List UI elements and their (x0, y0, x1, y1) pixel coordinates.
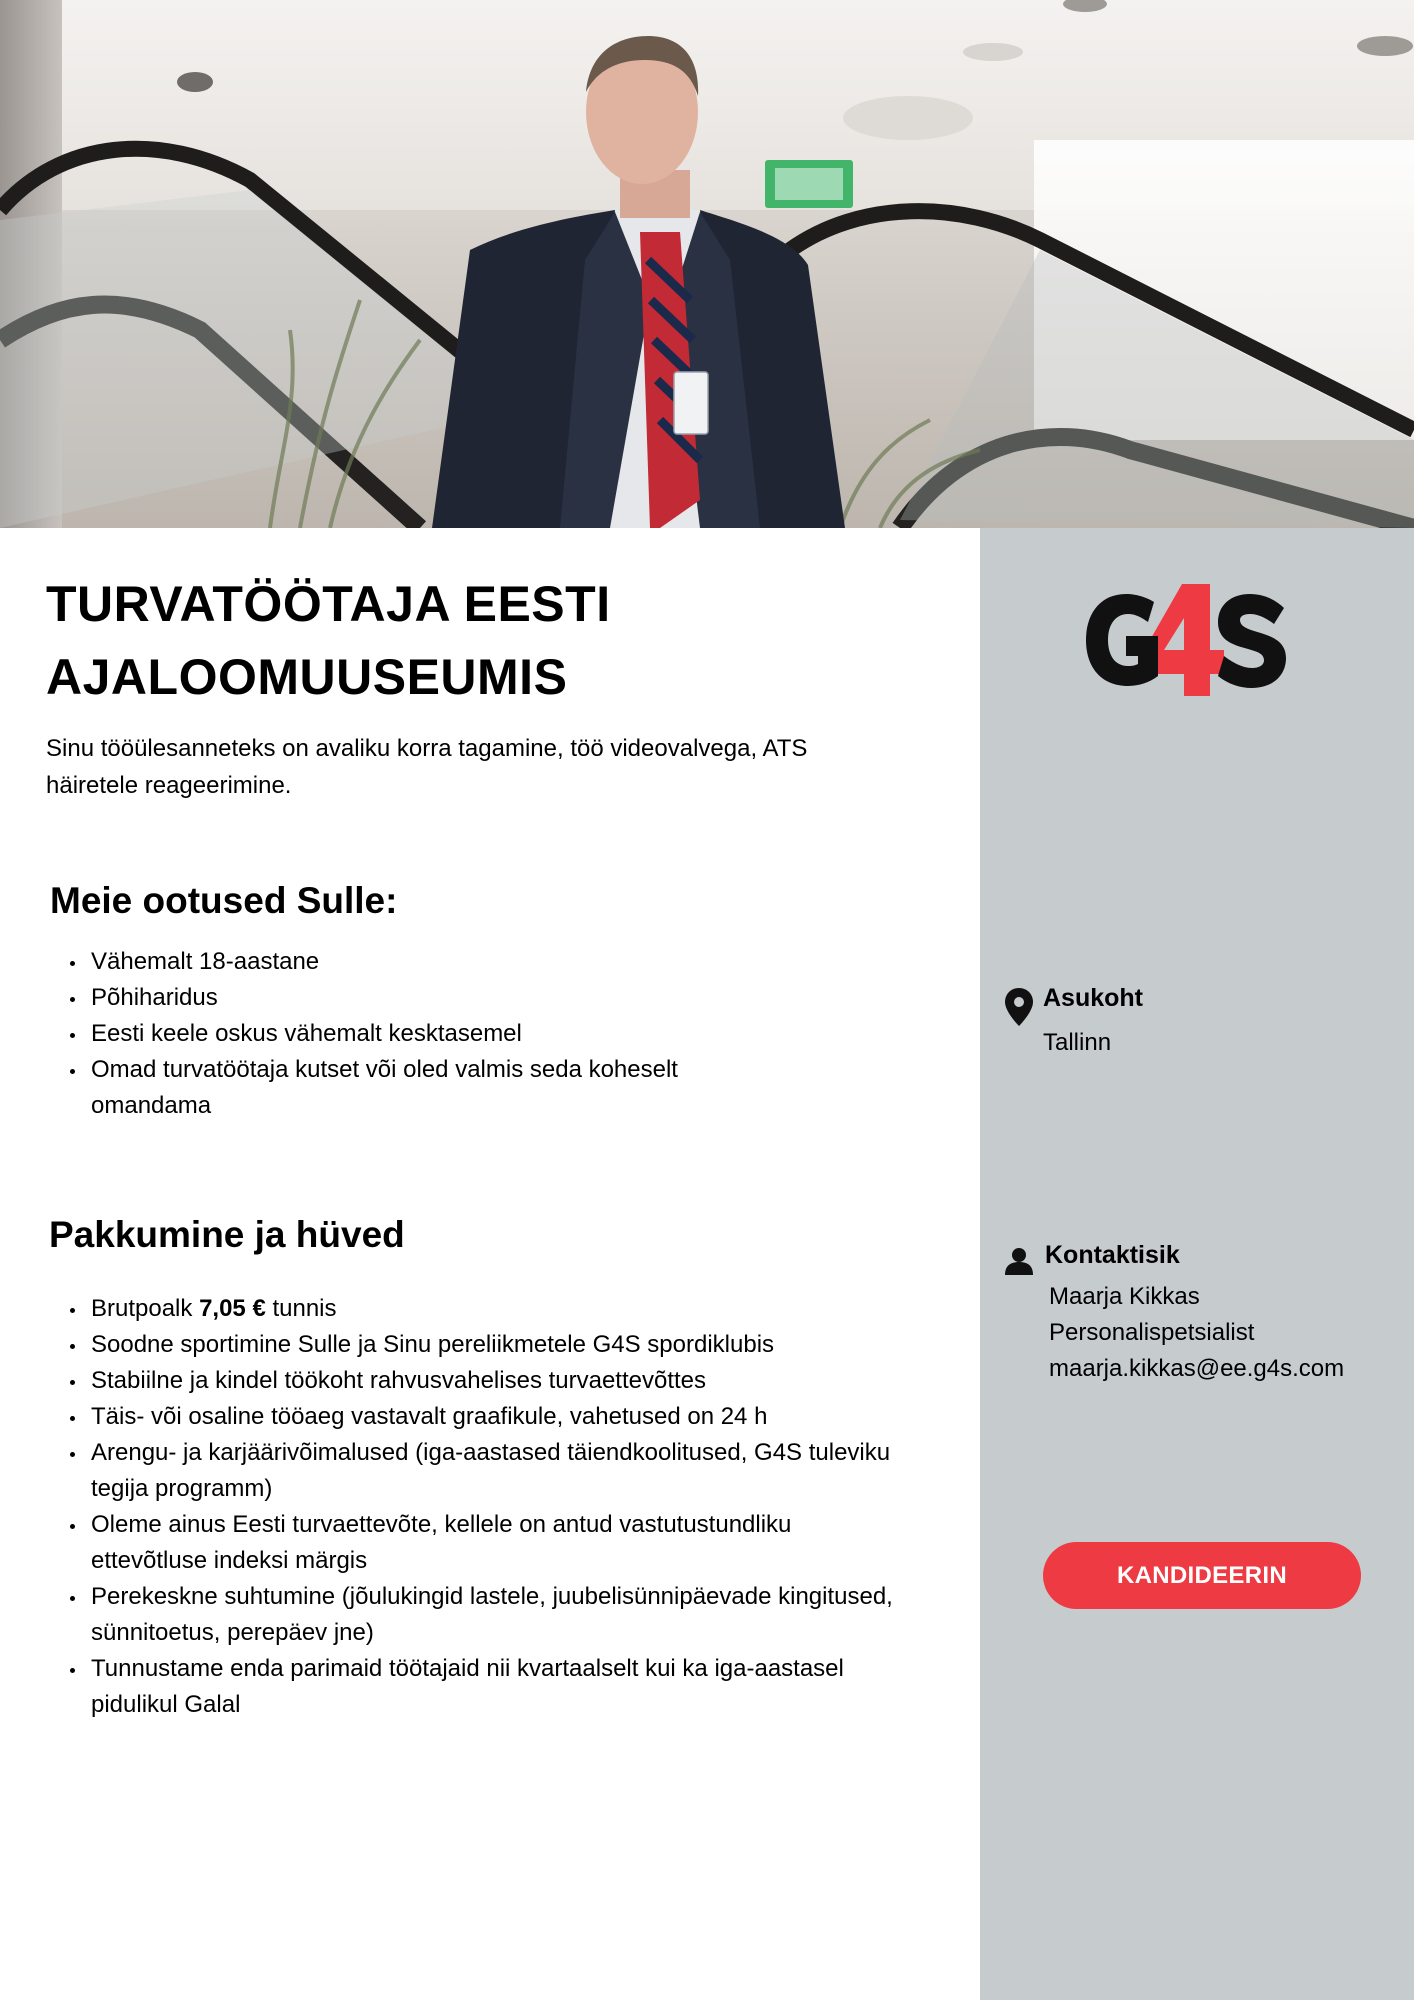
expectations-list (47, 944, 767, 1124)
location-label: Asukoht (1043, 984, 1143, 1012)
location-pin-icon (1005, 988, 1033, 1026)
salary-item (47, 1291, 907, 1327)
list-item: Perekeskne suhtumine (jõulukingid lastele, juubelisünnipäevade kingitused, sünnitoetus, perepäev jne) (47, 1579, 907, 1651)
offer-heading: Pakkumine ja hüved (49, 1214, 405, 1255)
list-item: Omad turvatöötaja kutset või oled valmis seda koheselt omandama (47, 1052, 767, 1124)
salary-suffix: tunnis (265, 1295, 337, 1322)
hero-photo (0, 0, 1414, 528)
g4s-logo (1084, 578, 1290, 702)
list-item: Täis- või osaline tööaeg vastavalt graafikule, vahetused on 24 h (47, 1399, 907, 1435)
salary-prefix: Brutpoalk (91, 1295, 200, 1322)
list-item: Arengu- ja karjäärivõimalused (iga-aastased täiendkoolitused, G4S tuleviku tegija programm) (47, 1435, 907, 1507)
contact-role: Personalispetsialist (1049, 1319, 1255, 1346)
expectations-heading: Meie ootused Sulle: (50, 880, 398, 921)
contact-label: Kontaktisik (1045, 1241, 1180, 1269)
list-item: Põhiharidus (47, 980, 767, 1016)
contact-email[interactable]: maarja.kikkas@ee.g4s.com (1049, 1355, 1345, 1382)
list-item: Eesti keele oskus vähemalt kesktasemel (47, 1016, 767, 1052)
offer-list (47, 1291, 907, 1723)
list-item: Soodne sportimine Sulle ja Sinu pereliikmetele G4S spordiklubis (47, 1327, 907, 1363)
job-intro: Sinu tööülesanneteks on avaliku korra tagamine, töö videovalvega, ATS häiretele reageerimine. (46, 735, 808, 799)
salary-value: 7,05 € (199, 1295, 266, 1322)
job-title: TURVATÖÖTAJA EESTI AJALOOMUUSEUMIS (46, 576, 611, 705)
contact-name: Maarja Kikkas (1049, 1283, 1200, 1310)
list-item: Vähemalt 18-aastane (47, 944, 767, 980)
list-item: Tunnustame enda parimaid töötajaid nii kvartaalselt kui ka iga-aastasel pidulikul Galal (47, 1651, 907, 1723)
person-icon (1005, 1247, 1033, 1275)
list-item: Stabiilne ja kindel töökoht rahvusvahelises turvaettevõttes (47, 1363, 907, 1399)
list-item: Oleme ainus Eesti turvaettevõte, kellele on antud vastutustundliku ettevõtluse indeksi märgis (47, 1507, 907, 1579)
apply-button[interactable]: KANDIDEERIN (1043, 1542, 1361, 1609)
location-value: Tallinn (1043, 1029, 1112, 1056)
escalator-scene-illustration (0, 0, 1414, 528)
